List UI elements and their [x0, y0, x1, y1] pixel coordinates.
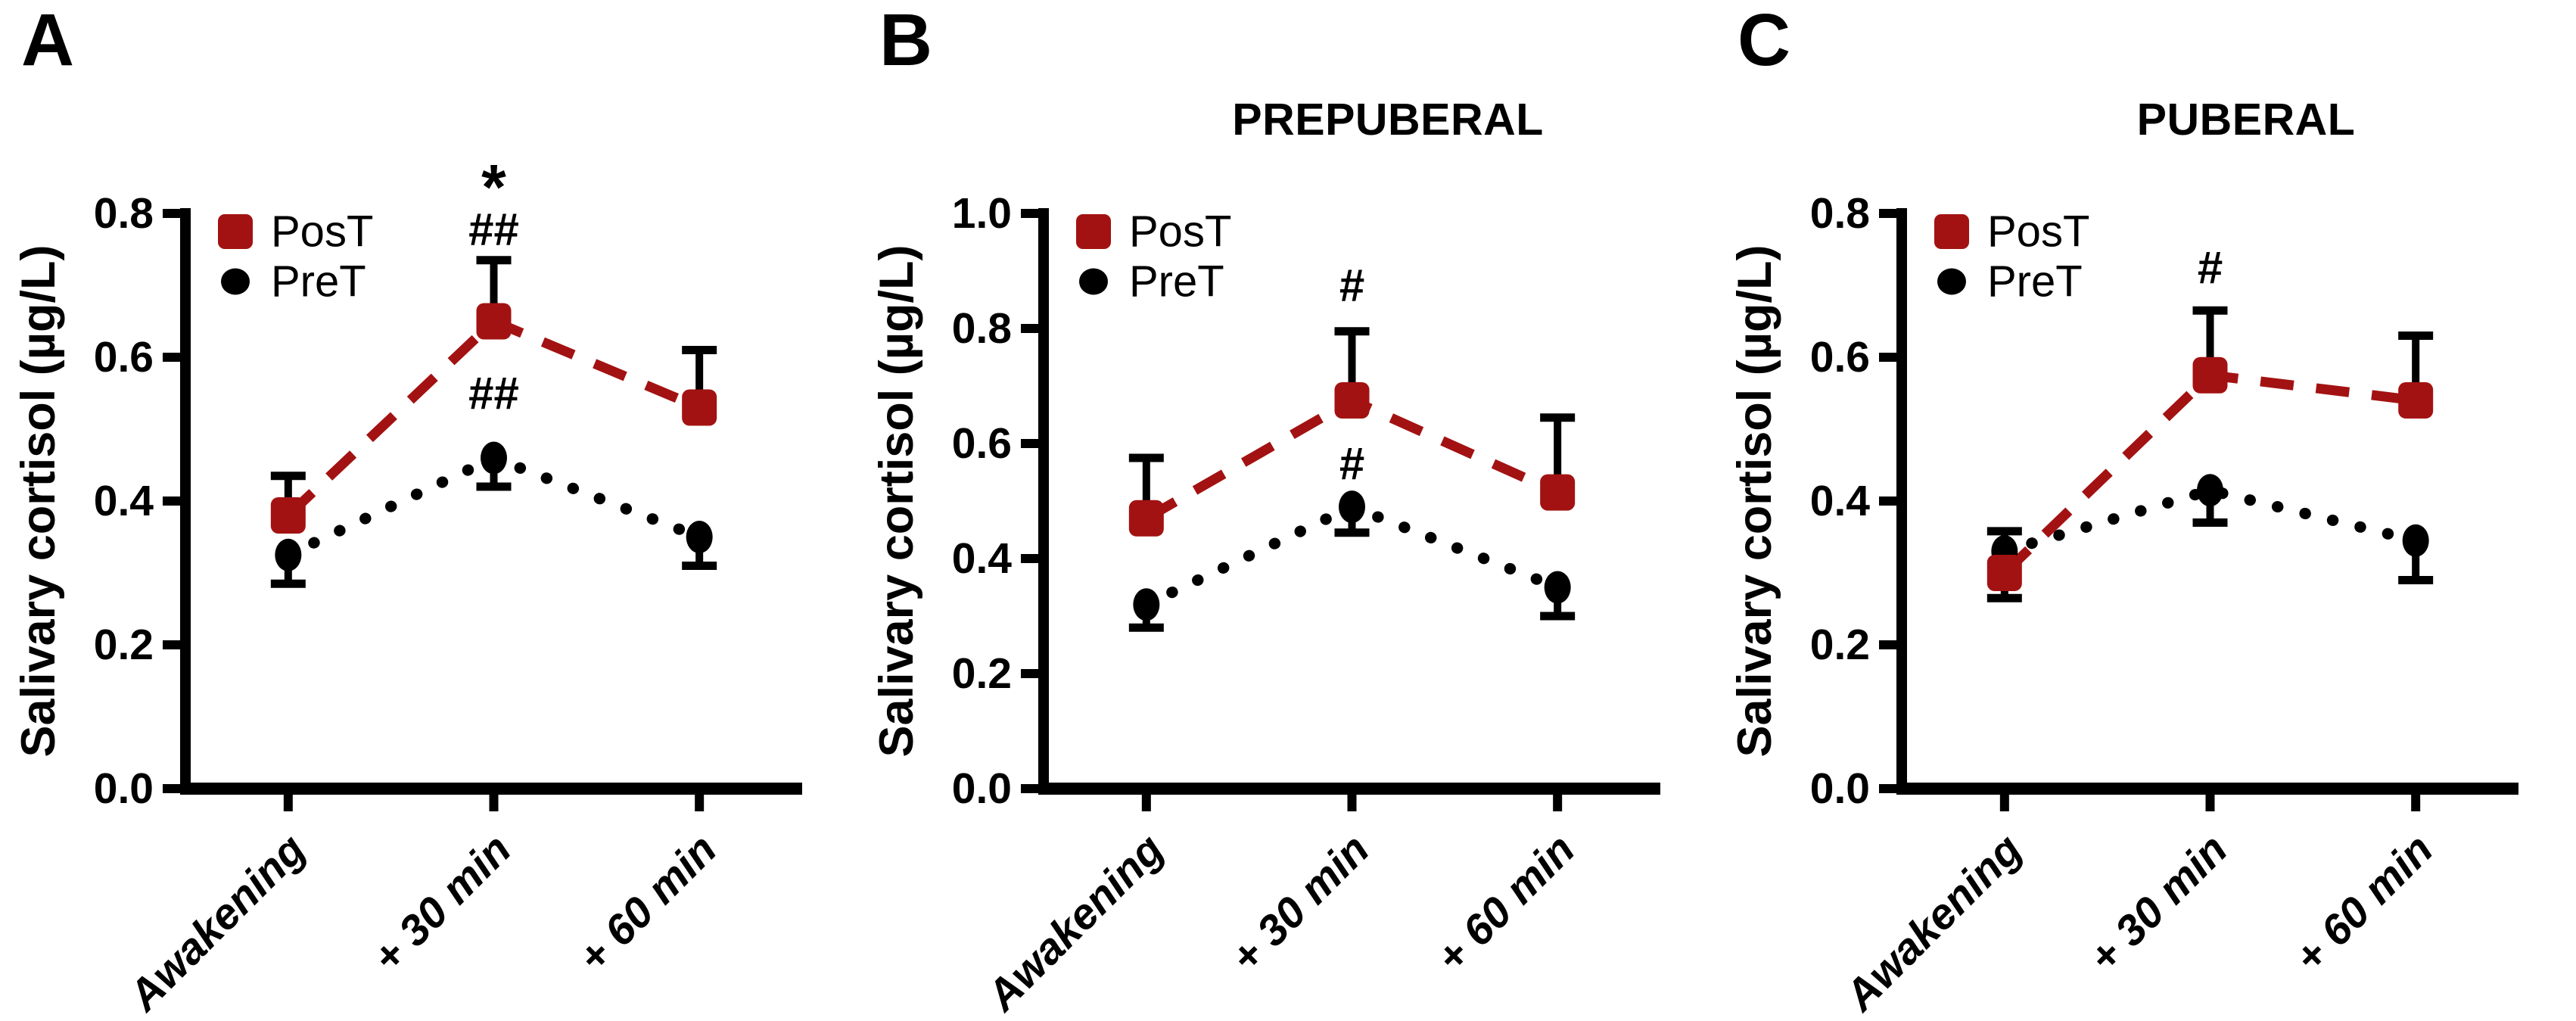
legend-square-marker: [1076, 214, 1111, 249]
data-point-square-post: [682, 390, 717, 426]
y-tick-label: 0.2: [951, 649, 1012, 698]
panel-c: [1716, 0, 2574, 1021]
data-point-square-post: [1540, 475, 1575, 511]
legend-circle-marker: [1079, 269, 1108, 295]
data-point-square-post: [477, 303, 512, 340]
panel-a: [0, 0, 858, 1021]
data-point-circle-pret: [2197, 474, 2223, 506]
legend-label: PreT: [1987, 257, 2083, 307]
data-point-square-post: [2398, 382, 2433, 419]
x-tick-label: Awakening: [977, 824, 1174, 1020]
significance-annotation: #: [2197, 241, 2223, 293]
chart-overall: [0, 0, 858, 1021]
y-tick-label: 0.0: [951, 764, 1012, 813]
panel-title-c: PUBERAL: [2136, 95, 2356, 145]
y-axis-title: Salivary cortisol (µg/L): [870, 244, 923, 758]
y-tick-label: 0.6: [1809, 333, 1870, 381]
x-tick-label: + 30 min: [1221, 824, 1379, 982]
y-axis-title: Salivary cortisol (µg/L): [12, 244, 65, 758]
x-tick-label: + 30 min: [2080, 824, 2237, 982]
data-point-square-post: [271, 497, 306, 534]
significance-annotation: *: [481, 151, 506, 223]
data-point-circle-pret: [686, 521, 713, 553]
chart-prepuberal: [858, 0, 1716, 1021]
legend-square-marker: [218, 214, 253, 249]
x-tick-label: + 30 min: [363, 824, 521, 982]
panel-b: [858, 0, 1716, 1021]
y-tick-label: 0.4: [93, 477, 154, 525]
y-tick-label: 0.6: [951, 419, 1012, 468]
panel-letter-a: A: [21, 0, 75, 81]
data-point-square-post: [1129, 500, 1164, 537]
data-point-circle-pret: [481, 442, 507, 475]
y-tick-label: 0.8: [1809, 189, 1870, 238]
y-tick-label: 1.0: [951, 189, 1012, 238]
y-tick-label: 0.4: [1809, 477, 1870, 525]
data-point-circle-pret: [1339, 490, 1365, 523]
data-point-circle-pret: [275, 539, 301, 571]
significance-annotation: #: [1339, 438, 1365, 490]
y-tick-label: 0.8: [951, 304, 1012, 353]
data-point-circle-pret: [1545, 571, 1571, 604]
panel-title-b: PREPUBERAL: [1232, 95, 1544, 145]
x-tick-label: Awakening: [119, 824, 316, 1020]
significance-annotation: #: [1339, 260, 1365, 311]
data-point-circle-pret: [1133, 588, 1159, 621]
x-tick-label: + 60 min: [568, 824, 726, 982]
legend-label: PosT: [271, 207, 374, 257]
data-point-circle-pret: [2403, 525, 2429, 557]
y-tick-label: 0.2: [93, 621, 154, 669]
legend-square-marker: [1934, 214, 1969, 249]
legend-circle-marker: [1937, 269, 1966, 295]
y-tick-label: 0.0: [93, 764, 154, 813]
legend-label: PreT: [271, 257, 366, 307]
data-point-square-post: [1335, 382, 1370, 419]
y-tick-label: 0.2: [1809, 621, 1870, 669]
x-tick-label: Awakening: [1835, 824, 2032, 1020]
x-tick-label: + 60 min: [1426, 824, 1585, 982]
significance-annotation: ##: [468, 368, 519, 419]
data-point-square-post: [1987, 555, 2022, 591]
significance-annotation: ##: [468, 204, 519, 255]
legend-circle-marker: [221, 269, 250, 295]
legend-label: PreT: [1129, 257, 1224, 307]
panel-letter-b: B: [879, 0, 933, 81]
y-tick-label: 0.4: [951, 534, 1012, 583]
y-tick-label: 0.6: [93, 333, 154, 381]
legend-label: PosT: [1987, 207, 2090, 257]
y-tick-label: 0.8: [93, 189, 154, 238]
x-tick-label: + 60 min: [2285, 824, 2443, 982]
y-axis-title: Salivary cortisol (µg/L): [1728, 244, 1781, 758]
chart-puberal: [1716, 0, 2574, 1021]
legend-label: PosT: [1129, 207, 1232, 257]
y-tick-label: 0.0: [1809, 764, 1870, 813]
panel-letter-c: C: [1738, 0, 1791, 81]
data-point-square-post: [2193, 357, 2228, 394]
